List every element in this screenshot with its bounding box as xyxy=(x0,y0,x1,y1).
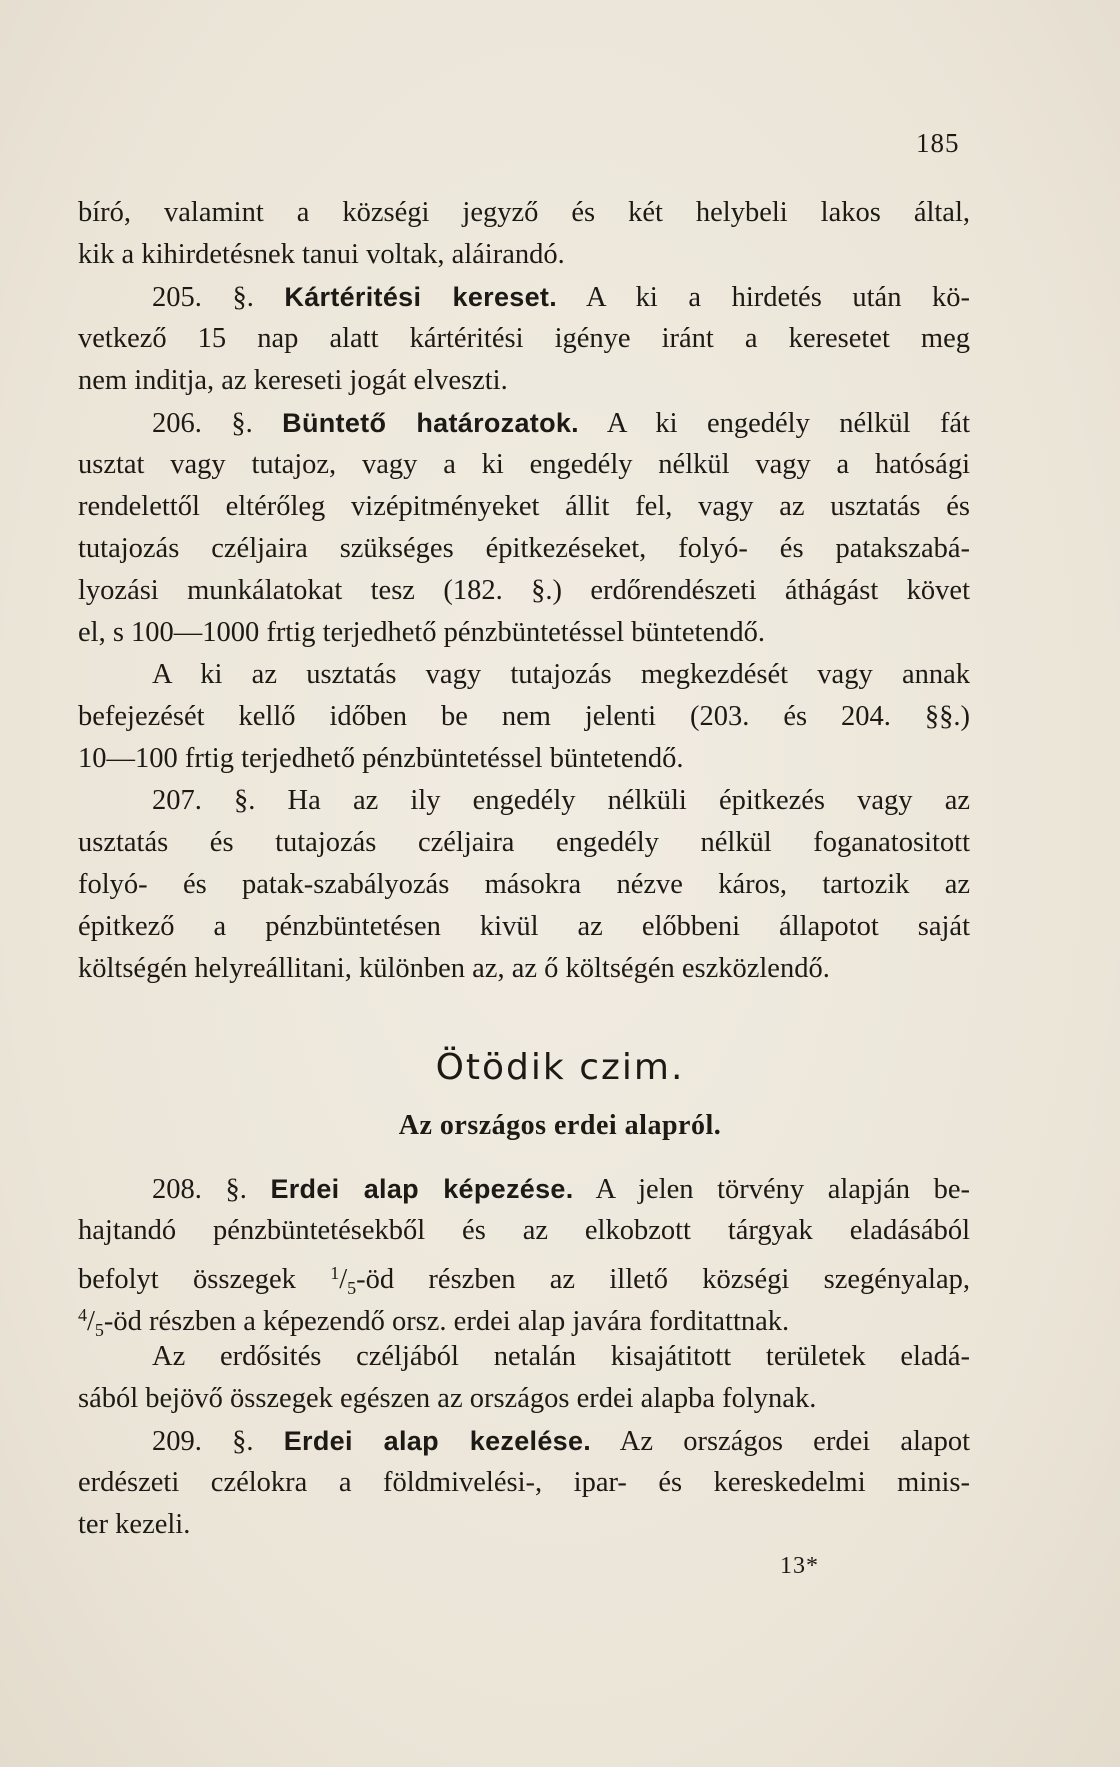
text-line xyxy=(78,780,970,822)
text-run: Az országos erdei alapot xyxy=(591,1426,970,1457)
text-run: lyozási munkálatokat tesz (182. §.) erdőrendészeti áthágást követ xyxy=(78,575,970,606)
text-run: usztat vagy tutajoz, vagy a ki engedély nélkül vagy a hatósági xyxy=(78,449,970,480)
text-run: A ki a hirdetés után kö- xyxy=(557,282,971,313)
text-run: usztatás és tutajozás czéljaira engedély nélkül foganatositott xyxy=(78,827,970,858)
text-line xyxy=(78,234,970,276)
fraction: $^1/_5$ xyxy=(330,1263,357,1298)
text-run: A jelen törvény alapján be- xyxy=(573,1174,971,1205)
text-run: 10—100 frtig terjedhető pénzbüntetéssel büntetendő. xyxy=(78,743,684,774)
section-heading: Erdei alap képezése. xyxy=(270,1174,574,1204)
text-run: -öd részben a képezendő orsz. erdei alap javára forditattnak. xyxy=(103,1306,790,1337)
section-205-207-text xyxy=(78,192,970,990)
text-run: 205. §. xyxy=(152,282,285,313)
text-run: el, s 100—1000 frtig terjedhető pénzbüntetéssel büntetendő. xyxy=(78,617,765,648)
text-line xyxy=(78,1336,970,1378)
text-line xyxy=(78,1168,970,1210)
page-number: 185 xyxy=(916,128,960,158)
text-line xyxy=(78,654,970,696)
text-run: nem inditja, az kereseti jogát elveszti. xyxy=(78,365,508,396)
text-line xyxy=(78,1378,970,1420)
signature-mark: 13* xyxy=(780,1553,819,1579)
fraction: $^4/_5$ xyxy=(78,1305,104,1340)
text-run: sából bejövő összegek egészen az országos erdei alapba folynak. xyxy=(78,1383,817,1414)
text-run: ter kezeli. xyxy=(78,1509,191,1540)
text-line xyxy=(78,276,970,318)
section-heading: Erdei alap kezelése. xyxy=(283,1426,592,1456)
text-run: hajtandó pénzbüntetésekből és az elkobzott tárgyak eladásából xyxy=(78,1215,970,1246)
chapter-title: Ötödik czim. xyxy=(435,1047,685,1088)
text-line xyxy=(78,486,970,528)
text-line xyxy=(78,402,970,444)
text-run: befolyt összegek xyxy=(78,1264,331,1295)
text-line xyxy=(78,1504,970,1546)
text-line xyxy=(78,1420,970,1462)
text-line xyxy=(78,906,970,948)
text-run: A ki engedély nélkül fát xyxy=(579,408,971,439)
text-line xyxy=(78,1462,970,1504)
text-line xyxy=(78,864,970,906)
text-run: folyó- és patak-szabályozás másokra nézve káros, tartozik az xyxy=(78,869,970,900)
chapter-subtitle: Az országos erdei alapról. xyxy=(398,1110,722,1141)
section-heading: Büntető határozatok. xyxy=(282,408,579,438)
text-run: bíró, valamint a községi jegyző és két helybeli lakos által, xyxy=(78,197,970,228)
text-line xyxy=(78,570,970,612)
text-run: erdészeti czélokra a földmivelési-, ipar- és kereskedelmi minis- xyxy=(78,1467,970,1498)
text-line xyxy=(78,822,970,864)
text-line xyxy=(78,1252,970,1298)
section-heading: Kártéritési kereset. xyxy=(284,282,558,312)
text-run: 207. §. Ha az ily engedély nélküli épitkezés vagy az xyxy=(152,785,970,816)
text-run: költségén helyreállitani, különben az, az ő költségén eszközlendő. xyxy=(78,953,830,984)
text-line xyxy=(78,612,970,654)
text-run: rendelettől eltérőleg vizépitményeket állit fel, vagy az usztatás és xyxy=(78,491,970,522)
text-run: 206. §. xyxy=(152,408,283,439)
section-208-209-text xyxy=(78,1168,970,1546)
text-run: 209. §. xyxy=(152,1426,284,1457)
text-run: tutajozás czéljaira szükséges épitkezéseket, folyó- és patakszabá- xyxy=(78,533,970,564)
text-line xyxy=(78,738,970,780)
text-run: vetkező 15 nap alatt kártéritési igénye iránt a keresetet meg xyxy=(78,323,970,354)
text-line xyxy=(78,444,970,486)
text-line xyxy=(78,192,970,234)
text-run: 208. §. xyxy=(152,1174,271,1205)
text-run: A ki az usztatás vagy tutajozás megkezdését vagy annak xyxy=(152,659,970,690)
text-run: Az erdősités czéljából netalán kisajátitott területek eladá- xyxy=(152,1341,970,1372)
text-line xyxy=(78,360,970,402)
text-run: épitkező a pénzbüntetésen kivül az előbbeni állapotot saját xyxy=(78,911,970,942)
text-line xyxy=(78,696,970,738)
text-run: kik a kihirdetésnek tanui voltak, aláirandó. xyxy=(78,239,565,270)
text-line xyxy=(78,528,970,570)
text-line xyxy=(78,948,970,990)
text-run: befejezését kellő időben be nem jelenti (203. és 204. §§.) xyxy=(78,701,970,732)
text-line xyxy=(78,1294,970,1340)
text-line xyxy=(78,318,970,360)
text-run: -öd részben az illető községi szegényalap, xyxy=(356,1264,970,1295)
text-line xyxy=(78,1210,970,1252)
